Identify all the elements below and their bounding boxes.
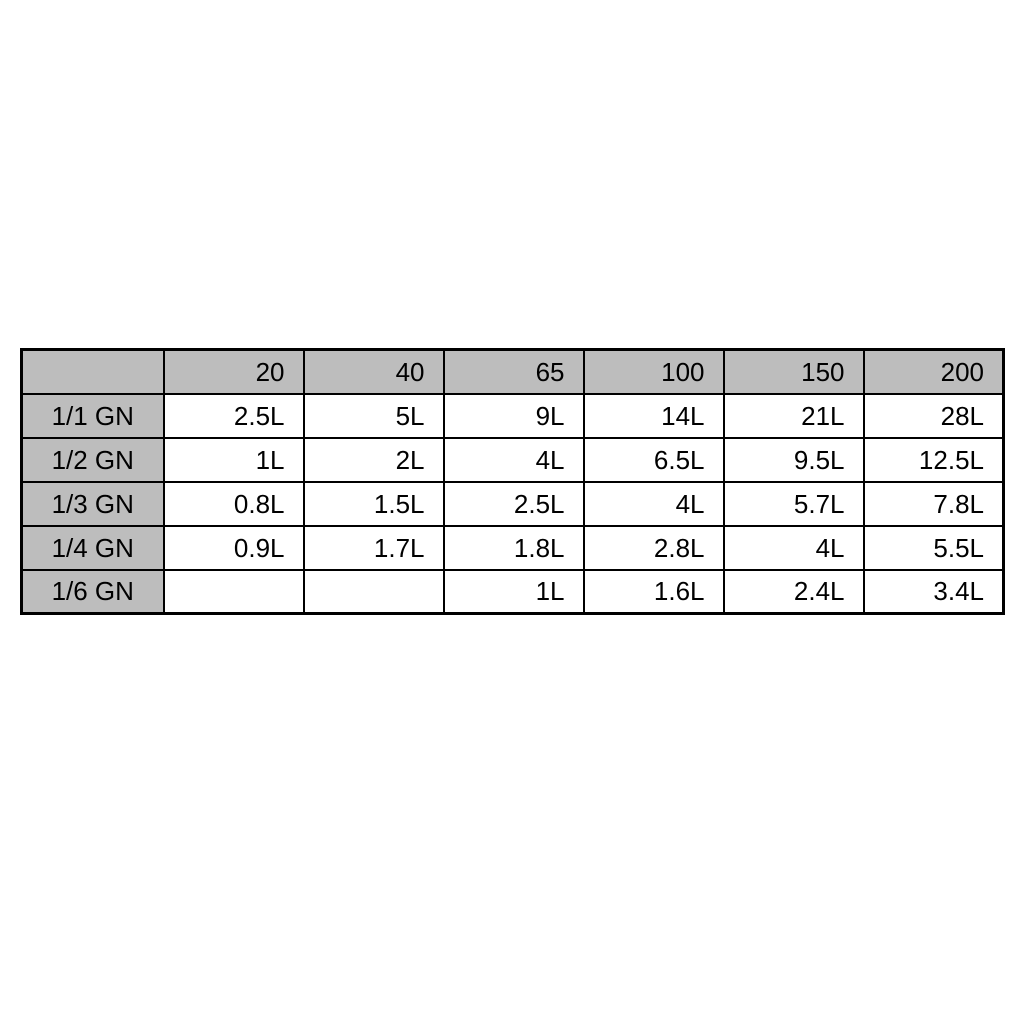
volume-cell: 1L	[444, 570, 584, 614]
corner-cell	[22, 350, 164, 394]
volume-cell: 1.5L	[304, 482, 444, 526]
volume-cell: 2.4L	[724, 570, 864, 614]
volume-cell: 3.4L	[864, 570, 1004, 614]
table-body	[22, 394, 1004, 614]
volume-cell: 7.8L	[864, 482, 1004, 526]
table-row	[22, 570, 1004, 614]
column-header-150: 150	[724, 350, 864, 394]
column-header-20: 20	[164, 350, 304, 394]
column-header-40: 40	[304, 350, 444, 394]
volume-cell: 5L	[304, 394, 444, 438]
volume-cell: 9L	[444, 394, 584, 438]
volume-cell: 21L	[724, 394, 864, 438]
volume-cell: 1.6L	[584, 570, 724, 614]
row-header: 1/6 GN	[22, 570, 164, 614]
table-row	[22, 438, 1004, 482]
volume-cell: 0.9L	[164, 526, 304, 570]
header-row	[22, 350, 1004, 394]
volume-cell	[164, 570, 304, 614]
volume-cell: 2.5L	[164, 394, 304, 438]
volume-cell: 2.5L	[444, 482, 584, 526]
volume-cell: 9.5L	[724, 438, 864, 482]
row-header: 1/1 GN	[22, 394, 164, 438]
volume-cell: 2L	[304, 438, 444, 482]
volume-cell: 5.5L	[864, 526, 1004, 570]
volume-cell: 28L	[864, 394, 1004, 438]
volume-cell: 12.5L	[864, 438, 1004, 482]
volume-cell: 4L	[444, 438, 584, 482]
volume-cell: 5.7L	[724, 482, 864, 526]
row-header: 1/4 GN	[22, 526, 164, 570]
table-row	[22, 394, 1004, 438]
volume-cell: 4L	[584, 482, 724, 526]
gn-capacity-table	[20, 348, 1005, 615]
volume-cell	[304, 570, 444, 614]
volume-cell: 1L	[164, 438, 304, 482]
volume-cell: 1.8L	[444, 526, 584, 570]
volume-cell: 6.5L	[584, 438, 724, 482]
table-row	[22, 526, 1004, 570]
column-header-200: 200	[864, 350, 1004, 394]
table-row	[22, 482, 1004, 526]
volume-cell: 14L	[584, 394, 724, 438]
row-header: 1/3 GN	[22, 482, 164, 526]
column-header-100: 100	[584, 350, 724, 394]
volume-cell: 2.8L	[584, 526, 724, 570]
row-header: 1/2 GN	[22, 438, 164, 482]
volume-cell: 1.7L	[304, 526, 444, 570]
column-header-65: 65	[444, 350, 584, 394]
volume-cell: 4L	[724, 526, 864, 570]
volume-cell: 0.8L	[164, 482, 304, 526]
